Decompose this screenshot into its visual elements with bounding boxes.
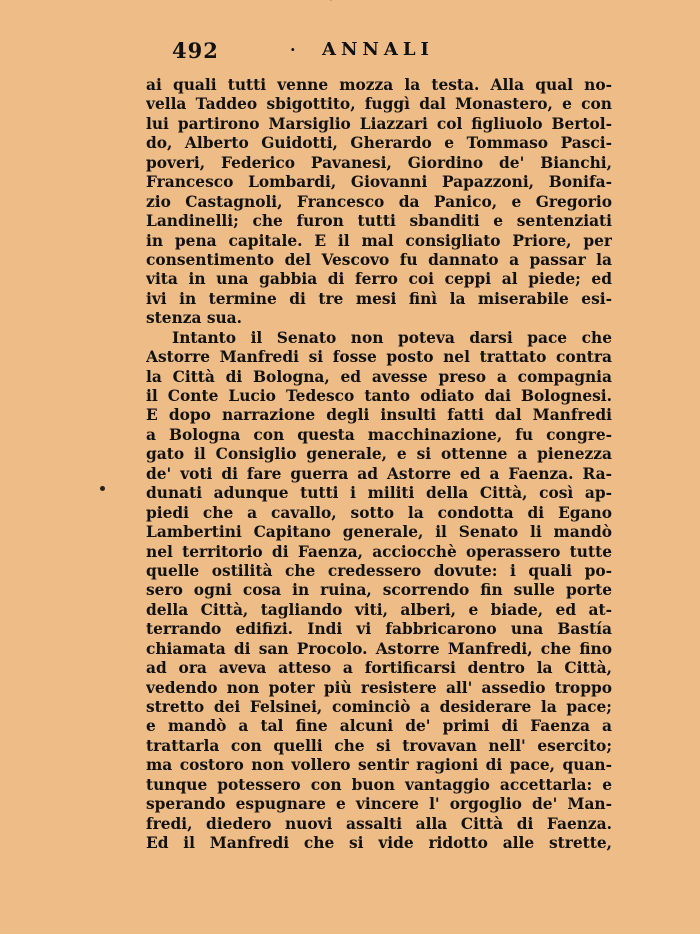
text-line: gato il Consiglio generale, e si ottenne a pienezza <box>146 445 612 464</box>
text-line: fredi, diedero nuovi assalti alla Città di Faenza. <box>146 814 612 833</box>
text-line: ai quali tutti venne mozza la testa. Alla qual no- <box>146 76 612 94</box>
text-line: dunati adunque tutti i militi della Città, così ap- <box>146 484 612 503</box>
text-line: do, Alberto Guidotti, Gherardo e Tommaso Pasci- <box>146 134 612 153</box>
text-line: sero ogni cosa in ruina, scorrendo fin sulle porte <box>146 581 612 600</box>
text-line: ma costoro non vollero sentir ragioni di pace, quan- <box>146 756 612 775</box>
text-line: poveri, Federico Pavanesi, Giordino de' Bianchi, <box>146 153 612 172</box>
header-separator: · <box>290 40 296 59</box>
text-line: tunque potessero con buon vantaggio accettarla: e <box>146 775 612 794</box>
text-line: vita in una gabbia di ferro coi ceppi al piede; ed <box>146 270 612 289</box>
text-line: sperando espugnare e vincere l' orgoglio de' Man- <box>146 795 612 814</box>
text-line: Ed il Manfredi che si vide ridotto alle strette, <box>146 834 612 853</box>
text-line: la Città di Bologna, ed avesse preso a compagnia <box>146 367 612 386</box>
text-line: Francesco Lombardi, Giovanni Papazzoni, Bonifa- <box>146 173 612 192</box>
text-line: il Conte Lucio Tedesco tanto odiato dai Bolognesi. <box>146 387 612 405</box>
text-line: vella Taddeo sbigottito, fuggì dal Monastero, e con <box>146 95 612 114</box>
text-line: terrando edifizi. Indi vi fabbricarono una Bastía <box>146 620 612 639</box>
text-line: E dopo narrazione degli insulti fatti dal Manfredi <box>146 406 612 425</box>
text-line: zio Castagnoli, Francesco da Panico, e Gregorio <box>146 192 612 211</box>
text-line: della Città, tagliando viti, alberi, e biade, ed at- <box>146 600 612 619</box>
scan-scratch-mark <box>330 0 362 13</box>
text-line: Landinelli; che furon tutti sbanditi e sentenziati <box>146 212 612 231</box>
text-line: nel territorio di Faenza, acciocchè operassero tutte <box>146 542 612 561</box>
text-line: in pena capitale. E il mal consigliato Priore, per <box>146 231 612 250</box>
running-title: ANNALI <box>322 39 434 60</box>
margin-ink-spot <box>100 486 105 491</box>
text-line: consentimento del Vescovo fu dannato a passar la <box>146 250 612 269</box>
body-text <box>146 76 612 854</box>
page-header <box>172 38 612 64</box>
text-line-paragraph-end: stenza sua. <box>146 309 243 328</box>
text-line: chiamata di san Procolo. Astorre Manfredi, che fino <box>146 639 612 658</box>
text-line-paragraph-start: Intanto il Senato non poteva darsi pace che <box>172 328 612 347</box>
text-line: vedendo non poter più resistere all' assedio troppo <box>146 678 612 697</box>
text-line: piedi che a cavallo, sotto la condotta di Egano <box>146 503 612 522</box>
text-line: stretto dei Felsinei, cominciò a desiderare la pace; <box>146 698 612 716</box>
text-line: lui partirono Marsiglio Liazzari col figliuolo Bertol- <box>146 114 612 133</box>
page-number: 492 <box>172 38 219 63</box>
text-line: quelle ostilità che credessero dovute: i quali po- <box>146 561 612 580</box>
text-line: de' voti di fare guerra ad Astorre ed a Faenza. Ra- <box>146 464 612 483</box>
text-line: a Bologna con questa macchinazione, fu congre- <box>146 425 612 444</box>
text-line: ivi in termine di tre mesi finì la miserabile esi- <box>146 289 612 308</box>
text-line: trattarla con quelli che si trovavan nell' esercito; <box>146 736 612 755</box>
text-line: ad ora aveva atteso a fortificarsi dentro la Città, <box>146 659 612 678</box>
text-line: e mandò a tal fine alcuni de' primi di Faenza a <box>146 717 612 736</box>
text-line: Astorre Manfredi si fosse posto nel trattato contra <box>146 348 612 367</box>
text-line: Lambertini Capitano generale, il Senato li mandò <box>146 523 612 542</box>
